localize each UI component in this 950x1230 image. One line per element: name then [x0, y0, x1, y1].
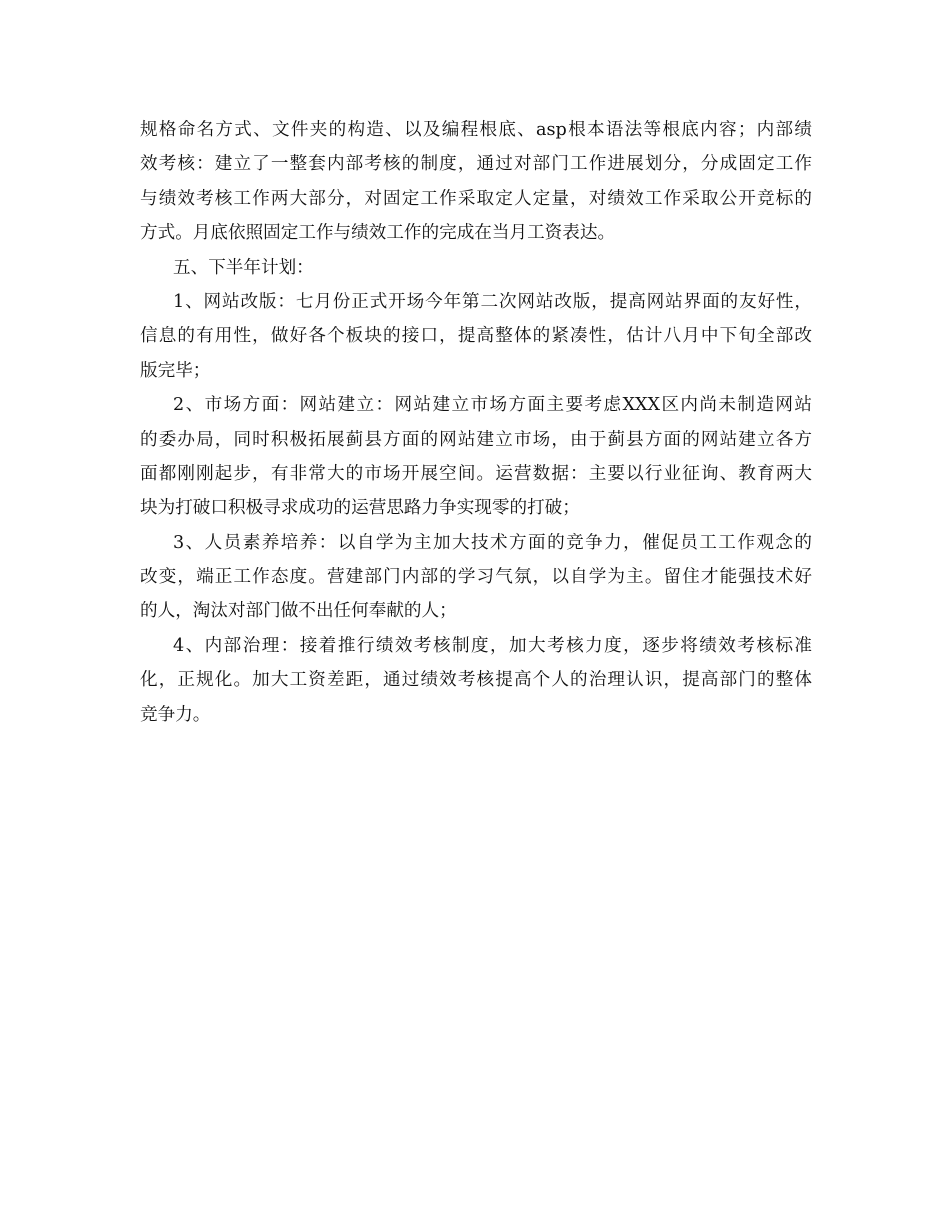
text-line: 版完毕； [140, 360, 211, 381]
text-line: 规格命名方式、文件夹的构造、以及编程根底、asp根本语法等根底内容；内部绩 [140, 120, 812, 140]
text-line: 改变，端正工作态度。营建部门内部的学习气氛，以自学为主。留住才能强技术好 [140, 567, 812, 588]
text-line: 面都刚刚起步，有非常大的市场开展空间。运营数据：主要以行业征询、教育两大 [140, 463, 812, 484]
text-line: 3、人员素养培养：以自学为主加大技术方面的竞争力，催促员工工作观念的 [173, 532, 812, 553]
text-line: 4、内部治理：接着推行绩效考核制度，加大考核力度，逐步将绩效考核标准 [173, 635, 812, 656]
text-line: 信息的有用性，做好各个板块的接口，提高整体的紧凑性，估计八月中下旬全部改 [140, 326, 812, 347]
text-line: 1、网站改版：七月份正式开场今年第二次网站改版，提高网站界面的友好性， [173, 291, 812, 312]
text-line: 竞争力。 [140, 704, 211, 725]
text-line: 块为打破口积极寻求成功的运营思路力争实现零的打破； [140, 498, 580, 519]
text-line: 的人，淘汰对部门做不出任何奉献的人； [140, 601, 457, 622]
section-heading: 五、下半年计划： [173, 257, 314, 278]
text-line: 的委办局，同时积极拓展蓟县方面的网站建立市场，由于蓟县方面的网站建立各方 [140, 429, 812, 450]
document-body [140, 113, 812, 732]
text-line: 与绩效考核工作两大部分，对固定工作采取定人定量，对绩效工作采取公开竞标的 [140, 188, 812, 209]
text-line: 化，正规化。加大工资差距，通过绩效考核提高个人的治理认识，提高部门的整体 [140, 670, 812, 691]
text-line: 方式。月底依照固定工作与绩效工作的完成在当月工资表达。 [140, 223, 616, 244]
text-line: 效考核：建立了一整套内部考核的制度，通过对部门工作进展划分，分成固定工作 [140, 154, 812, 175]
text-line: 2、市场方面：网站建立：网站建立市场方面主要考虑XXX区内尚未制造网站 [173, 395, 812, 416]
